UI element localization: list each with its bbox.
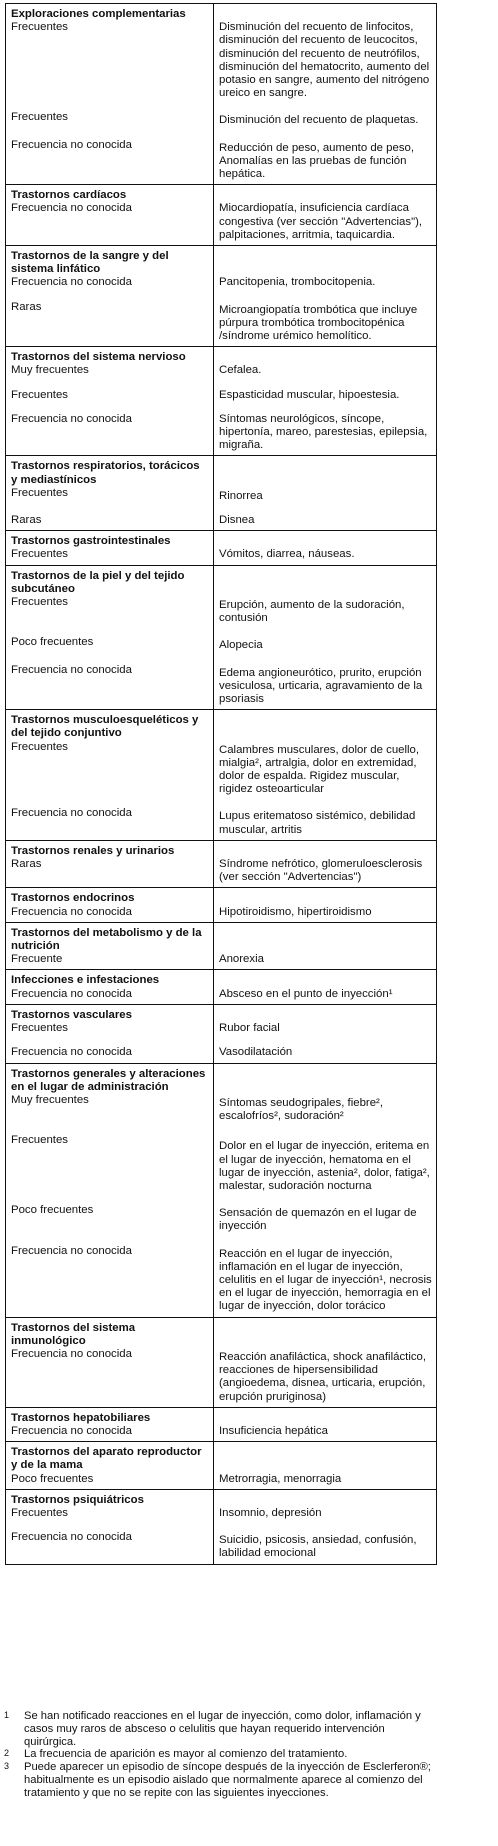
effect-text: Disminución del recuento de linfocitos, disminución del recuento de leucocitos, disminución del recuento de neutrófilos, disminución del hematocrito, aumento del potasio en sangre, aumento del nitrógeno ureico en sangre. — [219, 21, 430, 100]
effect-cell — [214, 246, 437, 300]
frequency-label: Frecuencia no conocida — [11, 276, 132, 289]
effect-cell — [214, 1063, 437, 1133]
effect-text: Miocardiopatía, insuficiencia cardíaca congestiva (ver sección "Advertencias"), palpitaciones, arritmia, taquicardia. — [219, 202, 423, 241]
table-row — [6, 806, 437, 840]
effect-text: Absceso en el punto de inyección¹ — [219, 987, 393, 1000]
effect-cell — [214, 300, 437, 347]
frequency-label: Poco frecuentes — [11, 636, 94, 649]
effect-text: Cefalea. — [219, 364, 262, 377]
effect-cell — [214, 4, 437, 111]
effect-text: Reducción de peso, aumento de peso, Anomalías en las pruebas de función hepática. — [219, 141, 415, 181]
effect-text: Insomnio, depresión — [219, 1506, 322, 1519]
effect-cell — [214, 185, 437, 246]
effect-text: Dolor en el lugar de inyección, eritema en el lugar de inyección, hematoma en el lugar de inyección, astenia², dolor, fatiga², malestar, sudoración nocturna — [219, 1140, 430, 1192]
table-row — [6, 1063, 437, 1133]
section-title: Trastornos respiratorios, torácicos y mediastínicos — [11, 460, 200, 486]
table-row — [6, 513, 437, 531]
frequency-label: Frecuencia no conocida — [11, 1347, 132, 1360]
effect-text: Disnea — [219, 514, 255, 527]
frequency-label: Poco frecuentes — [11, 1472, 94, 1485]
category-cell — [6, 1489, 214, 1530]
frequency-label: Frecuentes — [11, 111, 68, 124]
section-title: Trastornos del sistema inmunológico — [11, 1321, 136, 1347]
section-title: Trastornos de la sangre y del sistema linfático — [11, 250, 169, 276]
frequency-label: Frecuencia no conocida — [11, 412, 132, 425]
footnote — [4, 1710, 436, 1748]
table-row — [6, 1317, 437, 1407]
footnote-text: Puede aparecer un episodio de síncope después de la inyección de Esclerferon®; habitualmente es un episodio aislado que normalmente aparece al comienzo del tratamiento y que no se repite con las siguientes inyecciones. — [24, 1761, 431, 1799]
effect-cell — [214, 806, 437, 840]
effect-text: Síntomas neurológicos, síncope, hipertonía, mareo, parestesias, epilepsia, migraña. — [219, 412, 428, 452]
effect-cell — [214, 513, 437, 531]
effect-cell — [214, 663, 437, 710]
section-title: Trastornos generales y alteraciones en el lugar de administración — [11, 1067, 206, 1093]
effect-cell — [214, 1045, 437, 1063]
category-cell — [6, 565, 214, 635]
category-cell — [6, 970, 214, 1004]
category-cell — [6, 710, 214, 807]
section-title: Trastornos renales y urinarios — [11, 844, 175, 857]
effect-text: Vasodilatación — [219, 1046, 293, 1059]
table-row — [6, 1407, 437, 1441]
effect-text: Reacción anafiláctica, shock anafiláctico, reacciones de hipersensibilidad (angioedema, disnea, urticaria, erupción, erupción pruriginosa) — [219, 1350, 427, 1403]
category-cell — [6, 1442, 214, 1490]
table-row — [6, 922, 437, 970]
effect-text: Hipotiroidismo, hipertiroidismo — [219, 905, 372, 918]
table-row — [6, 1045, 437, 1063]
section-title: Infecciones e infestaciones — [11, 974, 160, 987]
section-title: Exploraciones complementarias — [11, 8, 186, 20]
table-row — [6, 888, 437, 922]
effect-text: Suicidio, psicosis, ansiedad, confusión, labilidad emocional — [219, 1534, 417, 1560]
effect-cell — [214, 1530, 437, 1564]
effect-text: Metrorragia, menorragia — [219, 1472, 342, 1485]
effect-cell — [214, 635, 437, 662]
effect-cell — [214, 388, 437, 412]
table-row — [6, 246, 437, 300]
section-title: Trastornos del aparato reproductor y de la mama — [11, 1446, 202, 1472]
effect-cell — [214, 1407, 437, 1441]
effect-text: Síntomas seudogripales, fiebre², escalofríos², sudoración² — [219, 1096, 383, 1123]
adverse-effects-table — [5, 3, 437, 1565]
frequency-label: Frecuentes — [11, 486, 68, 499]
section-title: Trastornos hepatobiliares — [11, 1411, 151, 1424]
category-cell — [6, 840, 214, 888]
category-cell — [6, 806, 214, 840]
table-row — [6, 970, 437, 1004]
footnote-text: La frecuencia de aparición es mayor al comienzo del tratamiento. — [24, 1748, 348, 1761]
effect-text: Rinorrea — [219, 489, 263, 502]
effect-text: Edema angioneurótico, prurito, erupción vesiculosa, urticaria, agravamiento de la psoriasis — [219, 666, 423, 706]
table-row — [6, 1442, 437, 1490]
effect-text: Sensación de quemazón en el lugar de inyección — [219, 1207, 417, 1233]
table-row — [6, 663, 437, 710]
effect-cell — [214, 840, 437, 888]
table-row — [6, 138, 437, 185]
effect-text: Alopecia — [219, 639, 263, 652]
frequency-label: Frecuencia no conocida — [11, 1424, 132, 1437]
category-cell — [6, 1530, 214, 1564]
frequency-label: Raras — [11, 858, 42, 871]
effect-text: Erupción, aumento de la sudoración, contusión — [219, 599, 405, 625]
table-row — [6, 840, 437, 888]
table-row — [6, 185, 437, 246]
frequency-label: Frecuencia no conocida — [11, 987, 132, 1000]
section-title: Trastornos endocrinos — [11, 892, 135, 905]
table-row — [6, 1489, 437, 1530]
table-row — [6, 710, 437, 807]
frequency-label: Frecuencia no conocida — [11, 663, 132, 676]
effect-text: Síndrome nefrótico, glomeruloesclerosis (ver sección "Advertencias") — [219, 858, 423, 884]
frequency-label: Frecuencia no conocida — [11, 1244, 132, 1257]
effect-text: Anorexia — [219, 953, 264, 966]
effect-text: Microangiopatía trombótica que incluye púrpura trombótica trombocitopénica /síndrome urémico hemolítico. — [219, 303, 418, 343]
effect-cell — [214, 456, 437, 513]
effect-cell — [214, 138, 437, 185]
category-cell — [6, 1004, 214, 1045]
frequency-label: Frecuencia no conocida — [11, 1531, 132, 1544]
frequency-label: Frecuentes — [11, 596, 68, 609]
table-row — [6, 412, 437, 456]
frequency-label: Frecuencia no conocida — [11, 202, 132, 215]
effect-cell — [214, 1317, 437, 1407]
frequency-label: Raras — [11, 514, 42, 527]
table-row — [6, 635, 437, 662]
section-title: Trastornos de la piel y del tejido subcutáneo — [11, 569, 185, 595]
frequency-label: Frecuencia no conocida — [11, 1046, 132, 1059]
category-cell — [6, 1244, 214, 1318]
effect-text: Reacción en el lugar de inyección, inflamación en el lugar de inyección, celulitis en el lugar de inyección¹, necrosis en el lugar de inyección, hemorragia en el lugar de inyección, dolor torácico — [219, 1247, 432, 1313]
section-title: Trastornos del metabolismo y de la nutrición — [11, 926, 202, 953]
category-cell — [6, 4, 214, 111]
category-cell — [6, 110, 214, 137]
table-row — [6, 110, 437, 137]
effect-cell — [214, 1442, 437, 1490]
frequency-label: Raras — [11, 300, 42, 313]
category-cell — [6, 456, 214, 513]
frequency-label: Frecuencia no conocida — [11, 138, 132, 151]
category-cell — [6, 246, 214, 300]
category-cell — [6, 531, 214, 565]
effect-cell — [214, 888, 437, 922]
frequency-label: Frecuentes — [11, 548, 68, 561]
table-row — [6, 4, 437, 111]
frequency-label: Frecuente — [11, 953, 63, 966]
category-cell — [6, 300, 214, 347]
footnote — [4, 1761, 436, 1799]
table-row — [6, 300, 437, 347]
effect-text: Calambres musculares, dolor de cuello, mialgia², artralgia, dolor en extremidad, dolor de espalda. Rigidez muscular, rigidez osteoarticular — [219, 743, 420, 796]
footnote-mark: 2 — [4, 1748, 10, 1759]
footnote-mark: 3 — [4, 1761, 10, 1772]
effect-text: Espasticidad muscular, hipoestesia. — [219, 388, 400, 401]
category-cell — [6, 888, 214, 922]
effect-text: Vómitos, diarrea, náuseas. — [219, 548, 355, 561]
effect-cell — [214, 110, 437, 137]
frequency-label: Frecuentes — [11, 1506, 68, 1519]
category-cell — [6, 1407, 214, 1441]
table-row — [6, 388, 437, 412]
effect-text: Rubor facial — [219, 1022, 280, 1035]
category-cell — [6, 1063, 214, 1133]
section-title: Trastornos vasculares — [11, 1008, 132, 1021]
section-title: Trastornos del sistema nervioso — [11, 351, 186, 364]
section-title: Trastornos cardíacos — [11, 189, 127, 202]
category-cell — [6, 388, 214, 412]
frequency-label: Frecuencia no conocida — [11, 905, 132, 918]
category-cell — [6, 922, 214, 970]
effect-text: Pancitopenia, trombocitopenia. — [219, 276, 376, 289]
table-row — [6, 347, 437, 388]
table-row — [6, 565, 437, 635]
frequency-label: Muy frecuentes — [11, 364, 89, 377]
category-cell — [6, 663, 214, 710]
effect-cell — [214, 412, 437, 456]
frequency-label: Frecuentes — [11, 740, 68, 753]
effect-cell — [214, 1489, 437, 1530]
section-title: Trastornos psiquiátricos — [11, 1493, 144, 1506]
category-cell — [6, 1133, 214, 1203]
category-cell — [6, 635, 214, 662]
category-cell — [6, 185, 214, 246]
section-title: Trastornos musculoesqueléticos y del tejido conjuntivo — [11, 714, 199, 740]
table-row — [6, 1530, 437, 1564]
category-cell — [6, 1045, 214, 1063]
effect-cell — [214, 565, 437, 635]
effect-cell — [214, 347, 437, 388]
effect-cell — [214, 531, 437, 565]
category-cell — [6, 1317, 214, 1407]
category-cell — [6, 513, 214, 531]
footnote — [4, 1748, 436, 1761]
category-cell — [6, 347, 214, 388]
table-row — [6, 456, 437, 513]
table-row — [6, 1004, 437, 1045]
frequency-label: Muy frecuentes — [11, 1093, 89, 1106]
effect-cell — [214, 1133, 437, 1203]
effect-cell — [214, 710, 437, 807]
footnote-text: Se han notificado reacciones en el lugar de inyección, como dolor, inflamación y casos muy raros de absceso o celulitis que hayan requerido intervención quirúrgica. — [24, 1710, 421, 1748]
category-cell — [6, 138, 214, 185]
table-row — [6, 1244, 437, 1318]
frequency-label: Frecuentes — [11, 1134, 68, 1147]
table-row — [6, 1133, 437, 1203]
effect-text: Lupus eritematoso sistémico, debilidad muscular, artritis — [219, 810, 416, 836]
footnotes — [4, 1710, 436, 1800]
table-row — [6, 531, 437, 565]
footnote-mark: 1 — [4, 1710, 10, 1720]
effect-cell — [214, 1244, 437, 1318]
frequency-label: Poco frecuentes — [11, 1204, 94, 1217]
effect-text: Insuficiencia hepática — [219, 1424, 328, 1437]
effect-cell — [214, 922, 437, 970]
frequency-label: Frecuencia no conocida — [11, 807, 132, 820]
effect-text: Disminución del recuento de plaquetas. — [219, 114, 419, 127]
effect-cell — [214, 970, 437, 1004]
section-title: Trastornos gastrointestinales — [11, 535, 171, 548]
frequency-label: Frecuentes — [11, 388, 68, 401]
category-cell — [6, 1203, 214, 1243]
frequency-label: Frecuentes — [11, 21, 68, 34]
frequency-label: Frecuentes — [11, 1022, 68, 1035]
table-row — [6, 1203, 437, 1243]
effect-cell — [214, 1004, 437, 1045]
effect-cell — [214, 1203, 437, 1243]
category-cell — [6, 412, 214, 456]
